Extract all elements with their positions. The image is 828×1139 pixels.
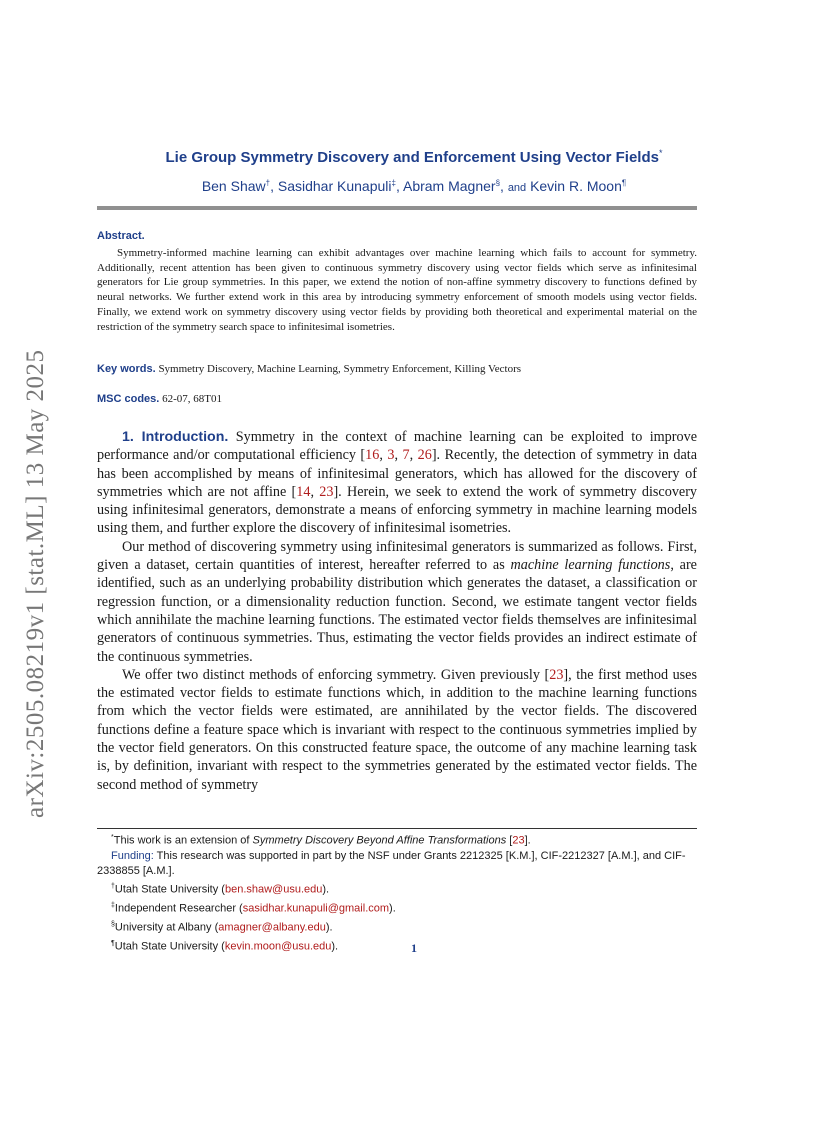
intro-paragraph-2: Our method of discovering symmetry using infinitesimal generators is summarized as follows. First, given a dataset, certain quantities of interest, hereafter referred to as machine learning functions, are identified, such as an underlying probability distribution which generates the dataset, a classification or regression function, or a dimensionality reduction function. Second, we estimate tangent vector fields which annihilate the machine learning functions. The estimated vector fields themselves are infinitesimal generators of continuous symmetries. Thus, estimating the vector fields provides an indirect estimate of the continuous symmetries. <box>97 538 697 665</box>
abstract-text: Symmetry-informed machine learning can exhibit advantages over machine learning which fails to account for symmetry. Additionally, recent attention has been given to continuous symmetry discovery using vector fields which serve as infinitesimal generators for Lie group symmetries. In this paper, we extend the notion of non-affine symmetry discovery to functions defined by neural networks. We further extend work in this area by introducing symmetry enforcement of smooth models using vector fields. Finally, we extend work on symmetry discovery using vector fields by providing both theoretical and experimental material on the restriction of the symmetry search space to infinitesimal isometries. <box>97 247 697 333</box>
author-name: Abram Magner <box>402 178 496 194</box>
email-link[interactable]: kevin.moon@usu.edu <box>224 940 332 953</box>
footnote-rule <box>97 828 697 829</box>
citation-link[interactable]: 23 <box>512 834 525 847</box>
email-link[interactable]: ben.shaw@usu.edu <box>224 883 323 896</box>
footnote-affiliation: ‡Independent Researcher (sasidhar.kunapuli@gmail.com). <box>111 902 396 915</box>
citation-link[interactable]: 23 <box>549 666 564 683</box>
author-name: Kevin R. Moon <box>530 178 622 194</box>
footnote-funding: Funding: This research was supported in part by the NSF under Grants 2212325 [K.M.], CIF-2212327 [A.M.], and CIF-2338855 [A.M.]. <box>97 849 686 878</box>
citation-link[interactable]: 7 <box>402 447 410 464</box>
title-rule <box>97 206 697 210</box>
citation-link[interactable]: 26 <box>417 447 432 464</box>
citation-link[interactable]: 23 <box>319 483 334 500</box>
page-number: 1 <box>411 941 417 955</box>
footnote-affiliation: §University at Albany (amagner@albany.edu). <box>111 920 333 934</box>
citation-link[interactable]: 14 <box>296 483 311 500</box>
footnote-extension: *This work is an extension of Symmetry Discovery Beyond Affine Transformations [23]. <box>111 834 531 847</box>
intro-paragraph-1: 1. Introduction. Symmetry in the context of machine learning can be exploited to improve performance and/or computational efficiency [16, 3, 7, 26]. Recently, the detection of symmetry in data has been accomplished by means of infinitesimal generators, which has allowed for the discovery of symmetries which are not affine [14, 23]. Herein, we seek to extend the work of symmetry discovery using infinitesimal generators, demonstrate a means of enforcing symmetry in machine learning models using them, and further explore the discovery of infinitesimal isometries. <box>97 429 698 537</box>
keywords: Key words. Symmetry Discovery, Machine Learning, Symmetry Enforcement, Killing Vectors <box>97 363 522 375</box>
footnote-affiliation: ¶Utah State University (kevin.moon@usu.edu). <box>111 939 339 953</box>
abstract-label: Abstract. <box>97 230 145 242</box>
email-link[interactable]: amagner@albany.edu <box>218 921 326 934</box>
citation-link[interactable]: 16 <box>365 447 380 464</box>
msc-codes: MSC codes. 62-07, 68T01 <box>97 393 222 405</box>
citation-link[interactable]: 3 <box>387 447 395 464</box>
email-link[interactable]: sasidhar.kunapuli@gmail.com <box>242 902 390 915</box>
section-heading: 1. Introduction. <box>122 429 229 445</box>
author-list: Ben Shaw†, Sasidhar Kunapuli‡, Abram Magner§, and Kevin R. Moon¶ <box>201 178 627 194</box>
paper-title: Lie Group Symmetry Discovery and Enforcement Using Vector Fields* <box>165 148 663 166</box>
intro-paragraph-3: We offer two distinct methods of enforcing symmetry. Given previously [23], the first method uses the estimated vector fields to estimate functions which, in addition to the machine learning functions from which the vector fields were estimated, are annihilated by the vector fields. The discovered functions define a feature space which is invariant with respect to the continuous symmetries implied by the vector field generators. On this constructed feature space, the outcome of any machine learning task is, by definition, invariant with respect to the symmetries generated by the estimated vector fields. The second method of symmetry <box>97 666 698 793</box>
author-name: Ben Shaw <box>201 178 266 194</box>
footnote-affiliation: †Utah State University (ben.shaw@usu.edu). <box>111 883 330 896</box>
author-name: Sasidhar Kunapuli <box>277 178 392 194</box>
footnotes <box>97 830 697 955</box>
arxiv-identifier-stamp: arXiv:2505.08219v1 [stat.ML] 13 May 2025 <box>22 349 49 818</box>
introduction-section <box>97 428 697 794</box>
